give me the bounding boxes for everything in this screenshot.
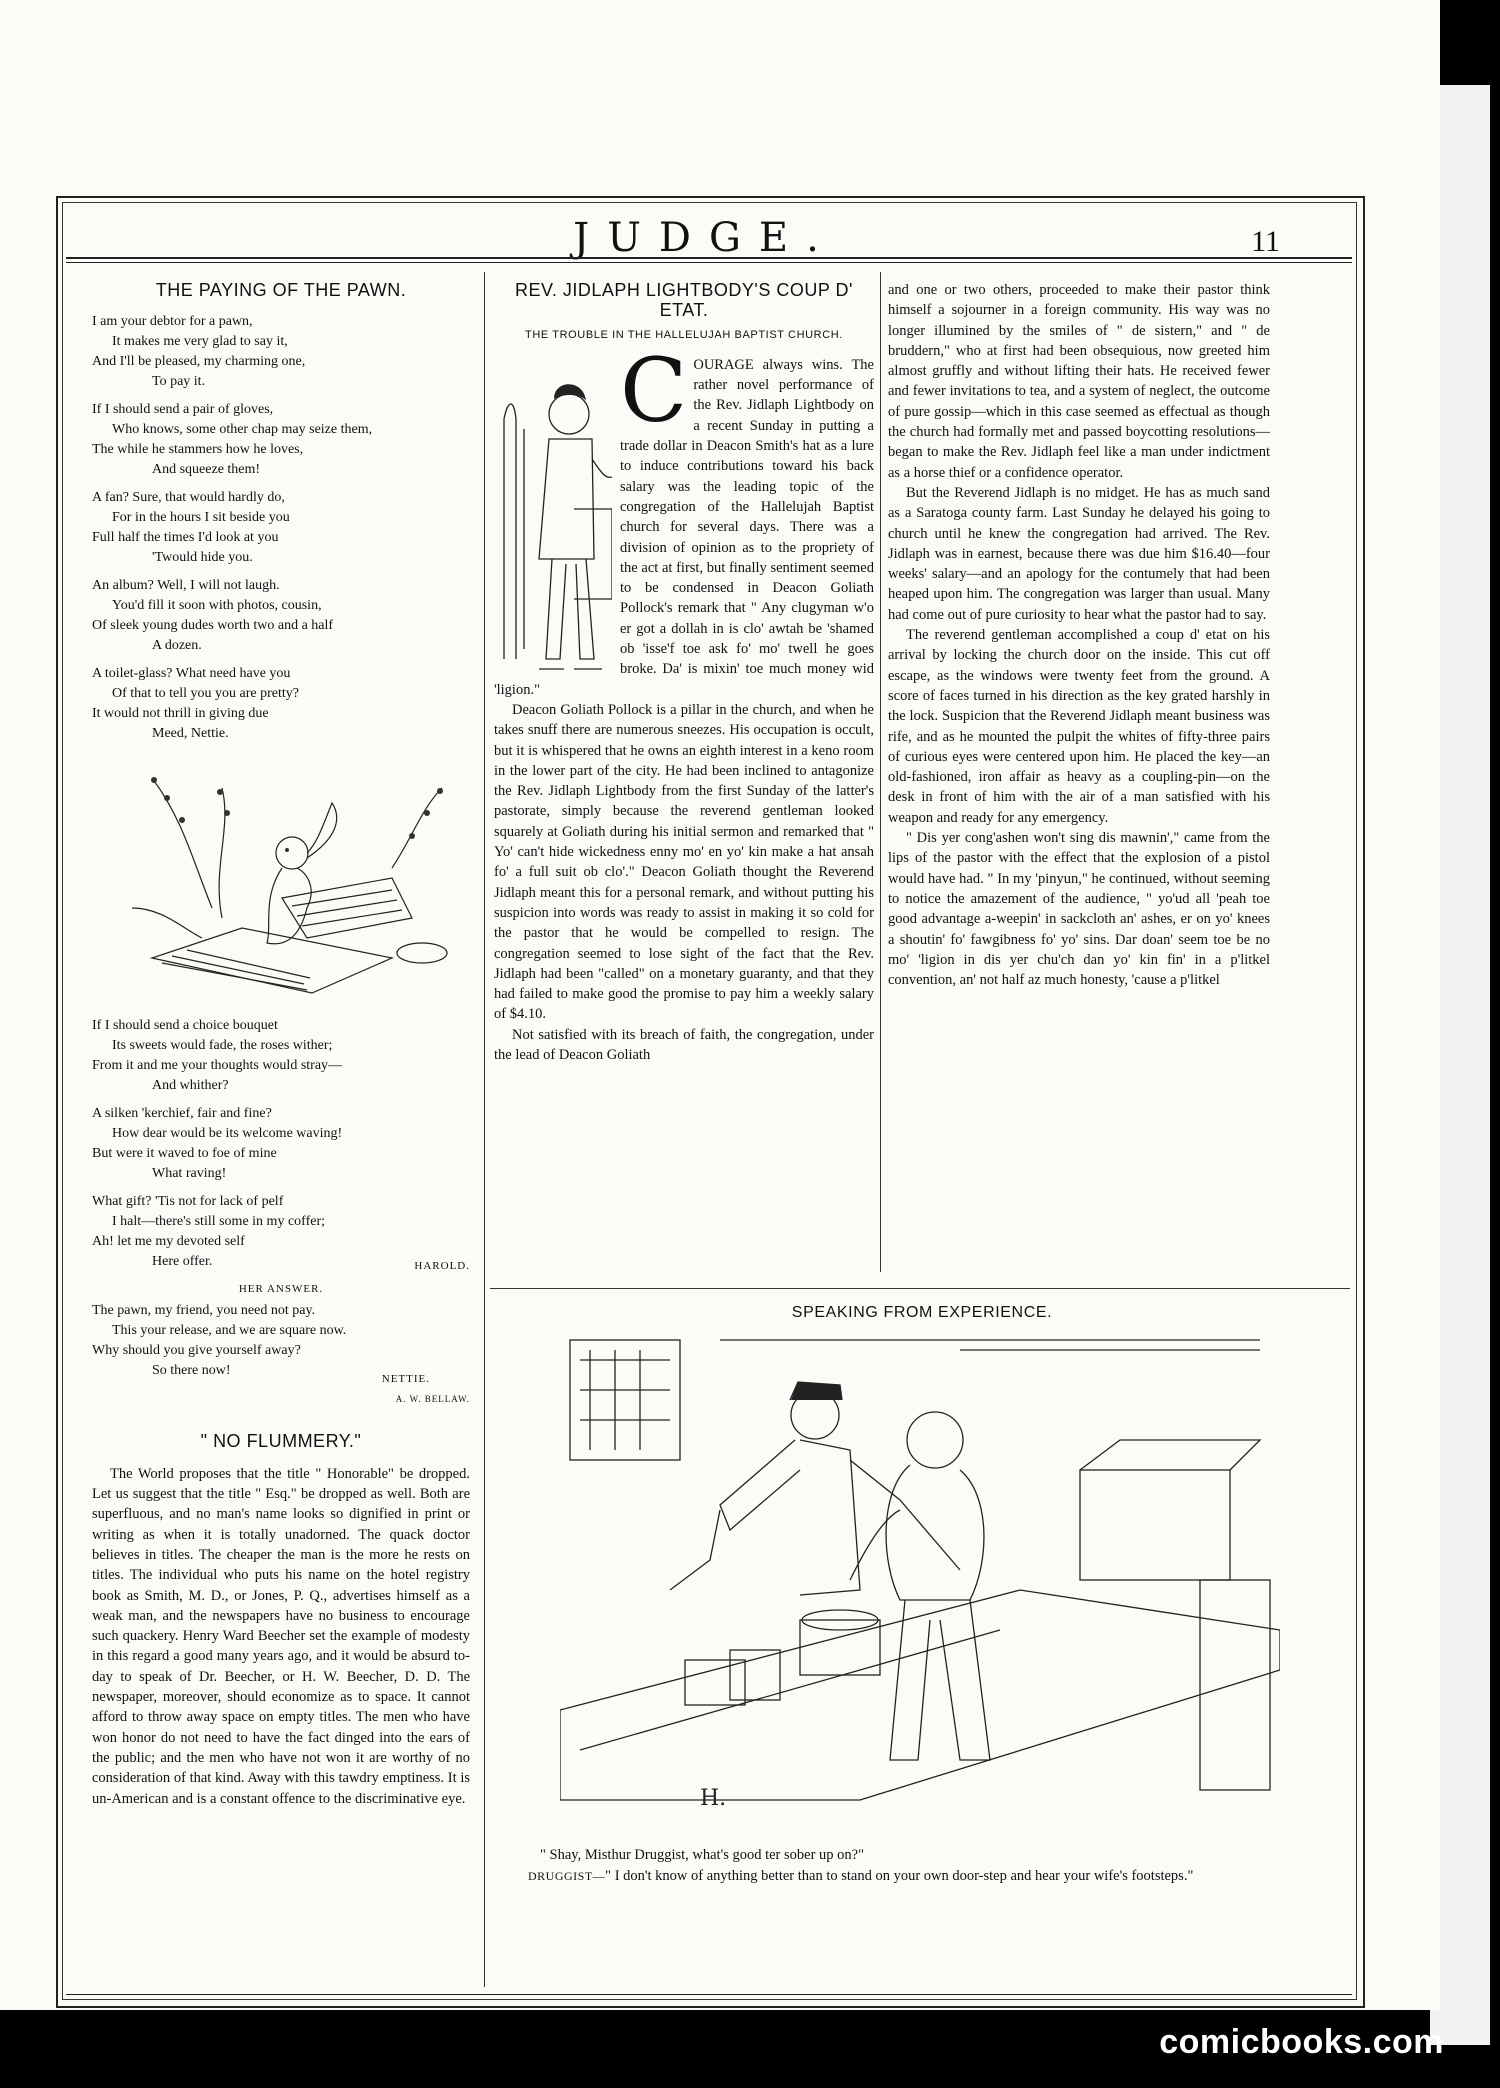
article-title: REV. JIDLAPH LIGHTBODY'S COUP D' ETAT. bbox=[515, 280, 853, 321]
poem-line: So there now! bbox=[152, 1362, 231, 1378]
poem-stanza bbox=[92, 488, 470, 568]
poem-line: And whither? bbox=[152, 1078, 229, 1094]
poem-line: Meed, Nettie. bbox=[152, 726, 229, 742]
poem-line: And squeeze them! bbox=[152, 462, 261, 478]
poem-line: What gift? 'Tis not for lack of pelf bbox=[92, 1194, 284, 1210]
poem-line: Of sleek young dudes worth two and a half bbox=[92, 618, 334, 634]
masthead-rule-thin bbox=[66, 262, 1352, 263]
left-column bbox=[92, 280, 470, 1809]
poem-line: I halt—there's still some in my coffer; bbox=[112, 1214, 325, 1230]
poem-line: A silken 'kerchief, fair and fine? bbox=[92, 1106, 272, 1122]
poem-line: Ah! let me my devoted self bbox=[92, 1234, 245, 1250]
poem-line: And I'll be pleased, my charming one, bbox=[92, 354, 306, 370]
poem-part1 bbox=[92, 312, 470, 744]
column-rule-left bbox=[484, 272, 485, 1987]
poem-line: But were it waved to foe of mine bbox=[92, 1146, 277, 1162]
poem-line: How dear would be its welcome waving! bbox=[112, 1126, 343, 1142]
poem-stanza bbox=[92, 664, 470, 744]
poem-line: You'd fill it soon with photos, cousin, bbox=[112, 598, 322, 614]
masthead-rule bbox=[66, 257, 1352, 259]
cartoon-title: SPEAKING FROM EXPERIENCE. bbox=[791, 1304, 1053, 1321]
article-paragraph-6: The reverend gentleman accomplished a coup d' etat on his arrival by locking the church door on the inside. This cut off escape, as the windows were twenty feet from the ground. A score of faces turned in his direction as the key grated harshly in the lock. Suspicion that the Reverend Jidlaph meant business was rife, and as he mounted the pulpit the whites of fifty-three pairs of curious eyes were centered upon him. He placed the key—an old-fashioned, iron affair as heavy as a coupling-pin—on the desk in front of him with the air of a man satisfied with his weapon and ready for any emergency. bbox=[888, 627, 1270, 826]
poem-line: 'Twould hide you. bbox=[152, 550, 253, 566]
cartoon-rule bbox=[490, 1288, 1350, 1289]
article-paragraph-5: But the Reverend Jidlaph is no midget. He has as much sand as a Saratoga county farm. Last Sunday he delayed his going to church until he knew the congregation had arrived. The Rev. Jidlaph was in earnest, because there was due him $16.40—four weeks' salary—and an apology for the contumely that had been heaped upon him. The congregation was larger than usual. Many had come out of pure curiosity to hear what the pastor had to say. bbox=[888, 484, 1270, 623]
poem-line: If I should send a pair of gloves, bbox=[92, 402, 274, 418]
poem-title: THE PAYING OF THE PAWN. bbox=[155, 280, 407, 300]
middle-column bbox=[494, 280, 874, 1065]
poem-stanza bbox=[92, 576, 470, 656]
poem-line: For in the hours I sit beside you bbox=[112, 510, 290, 526]
druggist-cartoon bbox=[560, 1330, 1280, 1830]
flummery-text: The World proposes that the title " Honorable" be dropped. Let us suggest that the title " Esq." be dropped as well. Both are superfluous, and no man's name looks so dignified in print or writing as when it is totally unadorned. The quack doctor believes in titles. The cheaper the man is the more he rests on titles. The individual who puts his name on the hotel registry book as Smith, M. D., or Jones, P. Q., advertises himself as a weak man, and the newspapers have no business to encourage such quackery. Henry Ward Beecher set the example of modesty in this regard a good many years ago, and it would be absurd to-day to speak of Dr. Beecher, or H. W. Beecher, D. D. The newspaper, moreover, should economize as to space. It cannot afford to throw away space on empty titles. The men who have won honor do not need to have the fact dinged into the ears of the public; and the men who have not won it are worthy of no consideration of that kind. Away with this tawdry emptiness. It is un-American and is a constant offence to the discriminative eye. bbox=[92, 1465, 470, 1807]
article-paragraph-3: Not satisfied with its breach of faith, the congregation, under the lead of Deacon Goliath bbox=[494, 1026, 874, 1063]
poem-line: A dozen. bbox=[152, 638, 202, 654]
poem-line: Of that to tell you you are pretty? bbox=[112, 686, 299, 702]
site-watermark: comicbooks.com bbox=[1159, 2023, 1444, 2061]
poem-line: To pay it. bbox=[152, 374, 206, 390]
poem-line: An album? Well, I will not laugh. bbox=[92, 578, 280, 594]
poem-line: Here offer. bbox=[152, 1254, 213, 1270]
poem-line: Why should you give yourself away? bbox=[92, 1342, 301, 1358]
cartoon-caption-1: " Shay, Misthur Druggist, what's good ter sober up on?" bbox=[540, 1847, 865, 1863]
poem-line: The pawn, my friend, you need not pay. bbox=[92, 1302, 316, 1318]
poem-line: This your release, and we are square now. bbox=[112, 1322, 347, 1338]
article-paragraph-7: " Dis yer cong'ashen won't sing dis mawnin'," came from the lips of the pastor with the effect that the explosion of a pistol would have had. " In my 'pinyun," he continued, without seeming to notice the amazement of the audience, " yo'ud all 'peah toe good advantage a-weepin' in sackcloth an' ashes, er on yo' knees a shoutin' fo' fawgibness fo' yo' sins. Dar doan' seem toe be no mo' 'ligion in dis yer chu'ch dan yo' kin fin' in a p'litkel convention, an' not half az much honesty, 'cause a p'litkel bbox=[888, 830, 1270, 989]
page-number: 11 bbox=[1251, 225, 1280, 258]
cartoon-caption-2 bbox=[500, 1866, 1340, 1887]
page-bottom-rule bbox=[66, 1994, 1352, 1995]
poem-line: The while he stammers how he loves, bbox=[92, 442, 304, 458]
masthead-title: JUDGE. bbox=[573, 215, 837, 261]
signature-harold: HAROLD. bbox=[414, 1260, 470, 1273]
poem-author: A. W. BELLAW. bbox=[395, 1394, 470, 1405]
answer-heading: HER ANSWER. bbox=[238, 1282, 324, 1295]
poem-line: From it and me your thoughts would stray— bbox=[92, 1058, 343, 1074]
caption-dialogue: " I don't know of anything better than to stand on your own door-step and hear your wife's footsteps." bbox=[605, 1868, 1194, 1884]
poem-line: A toilet-glass? What need have you bbox=[92, 666, 291, 682]
column-rule-right bbox=[880, 272, 881, 1272]
poem-line: Who knows, some other chap may seize them, bbox=[112, 422, 373, 438]
poem-line: What raving! bbox=[152, 1166, 227, 1182]
poem-line: I am your debtor for a pawn, bbox=[92, 314, 253, 330]
poem-line: It makes me very glad to say it, bbox=[112, 334, 288, 350]
dropcap-letter: C bbox=[620, 338, 688, 442]
poem-stanza bbox=[92, 400, 470, 480]
poem-line: Its sweets would fade, the roses wither; bbox=[112, 1038, 333, 1054]
poem-part2 bbox=[92, 1016, 470, 1272]
poem-stanza bbox=[92, 312, 470, 392]
poem-stanza bbox=[92, 1016, 470, 1096]
caption-speaker: DRUGGIST— bbox=[528, 1869, 606, 1883]
preacher-illustration bbox=[494, 359, 612, 679]
poem-line: If I should send a choice bouquet bbox=[92, 1018, 278, 1034]
poem-line: It would not thrill in giving due bbox=[92, 706, 269, 722]
poem-stanza bbox=[92, 1104, 470, 1184]
poem-line: A fan? Sure, that would hardly do, bbox=[92, 490, 285, 506]
article-subtitle: THE TROUBLE IN THE HALLELUJAH BAPTIST CHURCH. bbox=[525, 328, 843, 341]
poem-line: Full half the times I'd look at you bbox=[92, 530, 279, 546]
article-paragraph-2: Deacon Goliath Pollock is a pillar in the church, and when he takes snuff there are numerous sneezes. His occupation is occult, but it is whispered that he owns an eighth interest in a keno room in the lower part of the city. He had been inclined to antagonize the Rev. Jidlaph Lightbody from the first Sunday of the latter's pastorate, simply because the reverend gentleman looked squarely at Goliath during his initial sermon and remarked that " Yo' can't hide wickedness enny mo' en yo' kin make a hat ansah fo' a full suit ob clo'." Deacon Goliath thought the Reverend Jidlaph meant this for a personal remark, and without putting his suspicion into words was ready to assist in making it so cold for the pastor that he would be compelled to resign. The congregation seemed to lose sight of the fact that the Rev. Jidlaph had been "called" on a monetary guaranty, and that they had failed to make good the promise to pay him a weekly salary of $4.10. bbox=[494, 701, 874, 1023]
flummery-title: " NO FLUMMERY." bbox=[200, 1431, 362, 1452]
right-column bbox=[888, 280, 1270, 990]
article-paragraph-4: and one or two others, proceeded to make their pastor think himself a sojourner in a foreign community. His way was no longer illumined by the smiles of " de sistern," and " de bruddern," who at first had been obsequious, now greeted him almost gruffly and without lifting their hats. He received fewer and fewer invitations to tea, and a system of neglect, the outcome of pure gossip—which in this case seemed as effectual as though the church had formally met and passed boycotting resolutions—began to make the Rev. Jidlaph feel like a man under indictment as a horse thief or a confidence operator. bbox=[888, 282, 1270, 481]
article-paragraph-1: OURAGE always wins. The rather novel performance of the Rev. Jidlaph Lightbody on a recent Sunday in putting a trade dollar in Deacon Smith's hat as a lure to induce contributions toward his back salary was the leading topic of the congregation of the Hallelujah Baptist church for several days. There was a division of opinion as to the propriety of the act at first, but finally sentiment seemed to be condensed in Deacon Goliath Pollock's remark that " Any clugyman w'o er got a dollah in is clo' awtah be 'shamed ob 'isse'f toe ask fo' mo' twell he goes broke. Da' is mixin' toe much money wid 'ligion." bbox=[494, 356, 874, 698]
signature-nettie: NETTIE. bbox=[381, 1372, 430, 1385]
artist-mark: H. bbox=[700, 1786, 727, 1811]
cupid-illustration bbox=[92, 758, 470, 998]
